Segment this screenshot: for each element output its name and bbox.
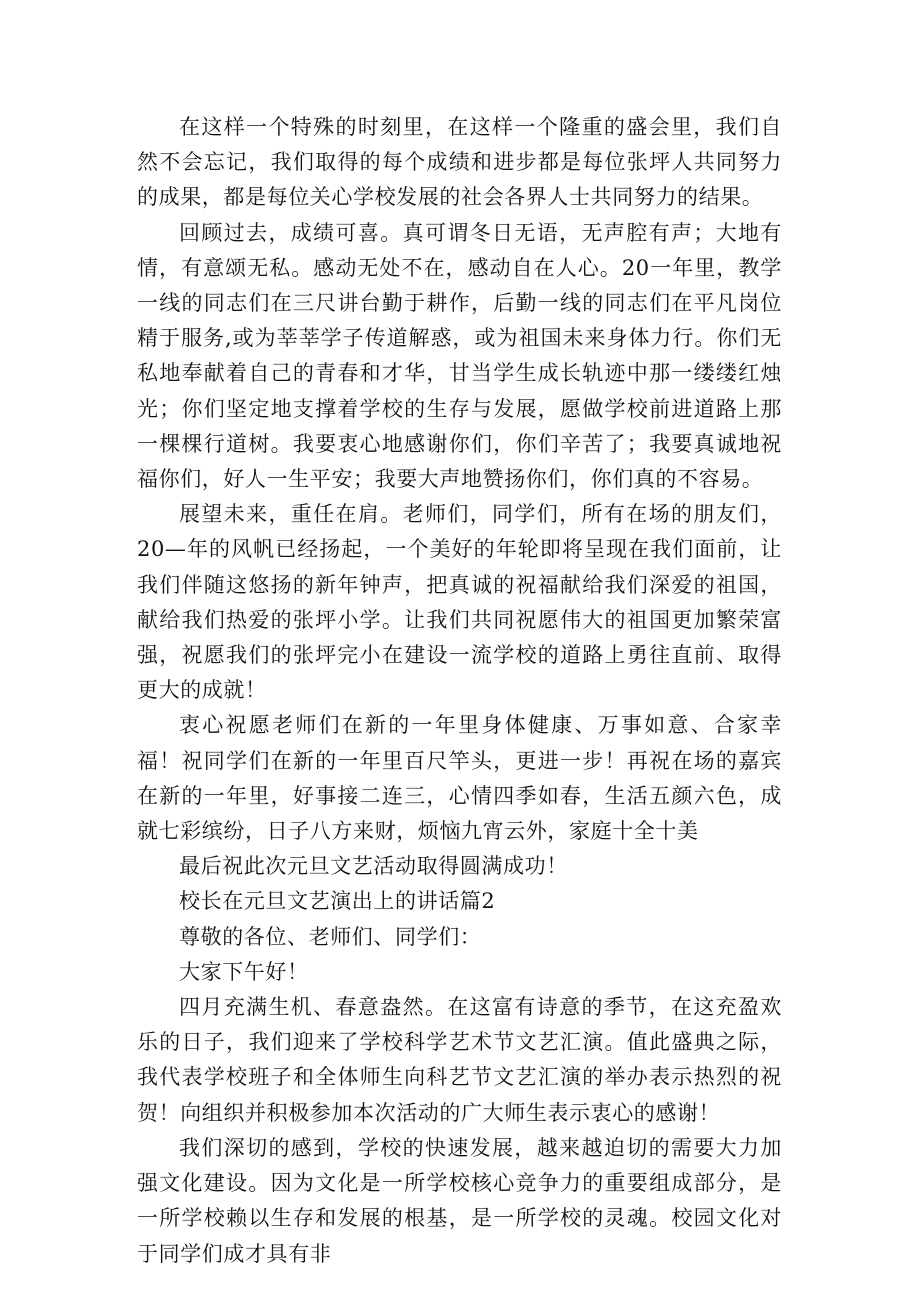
paragraph-culture-building: 我们深切的感到，学校的快速发展，越来越迫切的需要大力加强文化建设。因为文化是一所学校核心竞争力的重要组成部分，是一所学校赖以生存和发展的根基，是一所学校的灵魂。校园文化对于同学们成才具有非	[137, 1135, 782, 1266]
paragraph-april-festival: 四月充满生机、春意盎然。在这富有诗意的季节，在这充盈欢乐的日子，我们迎来了学校科学艺术节文艺汇演。值此盛典之际，我代表学校班子和全体师生向科艺节文艺汇演的举办表示热烈的祝贺！向组织并积极参加本次活动的广大师生表示衷心的感谢！	[137, 995, 782, 1125]
paragraph-new-year-wishes: 衷心祝愿老师们在新的一年里身体健康、万事如意、合家幸福！祝同学们在新的一年里百尺竿头，更进一步！再祝在场的嘉宾在新的一年里，好事接二连三，心情四季如春，生活五颜六色，成就七彩缤纷，日子八方来财，烦恼九宵云外，家庭十全十美	[137, 713, 782, 844]
section-heading-speech-2: 校长在元旦文艺演出上的讲话篇2	[179, 889, 496, 914]
greeting: 大家下午好！	[179, 959, 309, 984]
document-body	[137, 110, 782, 1272]
paragraph-gratitude-intro: 在这样一个特殊的时刻里，在这样一个隆重的盛会里，我们自然不会忘记，我们取得的每个成绩和进步都是每位张坪人共同努力的成果，都是每位关心学校发展的社会各界人士共同努力的结果。	[137, 115, 782, 210]
paragraph-look-ahead: 展望未来，重任在肩。老师们，同学们，所有在场的朋友们，20—年的风帆已经扬起，一个美好的年轮即将呈现在我们面前，让我们伴随这悠扬的新年钟声，把真诚的祝福献给我们深爱的祖国，献给我们热爱的张坪小学。让我们共同祝愿伟大的祖国更加繁荣富强，祝愿我们的张坪完小在建设一流学校的道路上勇往直前、取得更大的成就！	[137, 502, 782, 703]
paragraph-review-past: 回顾过去，成绩可喜。真可谓冬日无语，无声腔有声；大地有情，有意颂无私。感动无处不在，感动自在人心。20一年里，教学一线的同志们在三尺讲台勤于耕作，后勤一线的同志们在平凡岗位精于服务,或为莘莘学子传道解惑，或为祖国未来身体力行。你们无私地奉献着自己的青春和才华，甘当学生成长轨迹中那一缕缕红烛光；你们坚定地支撑着学校的生存与发展，愿做学校前进道路上那一棵棵行道树。我要衷心地感谢你们，你们辛苦了；我要真诚地祝福你们，好人一生平安；我要大声地赞扬你们，你们真的不容易。	[137, 220, 782, 492]
salutation: 尊敬的各位、老师们、同学们：	[179, 924, 482, 949]
paragraph-closing-wish: 最后祝此次元旦文艺活动取得圆满成功！	[179, 854, 568, 879]
